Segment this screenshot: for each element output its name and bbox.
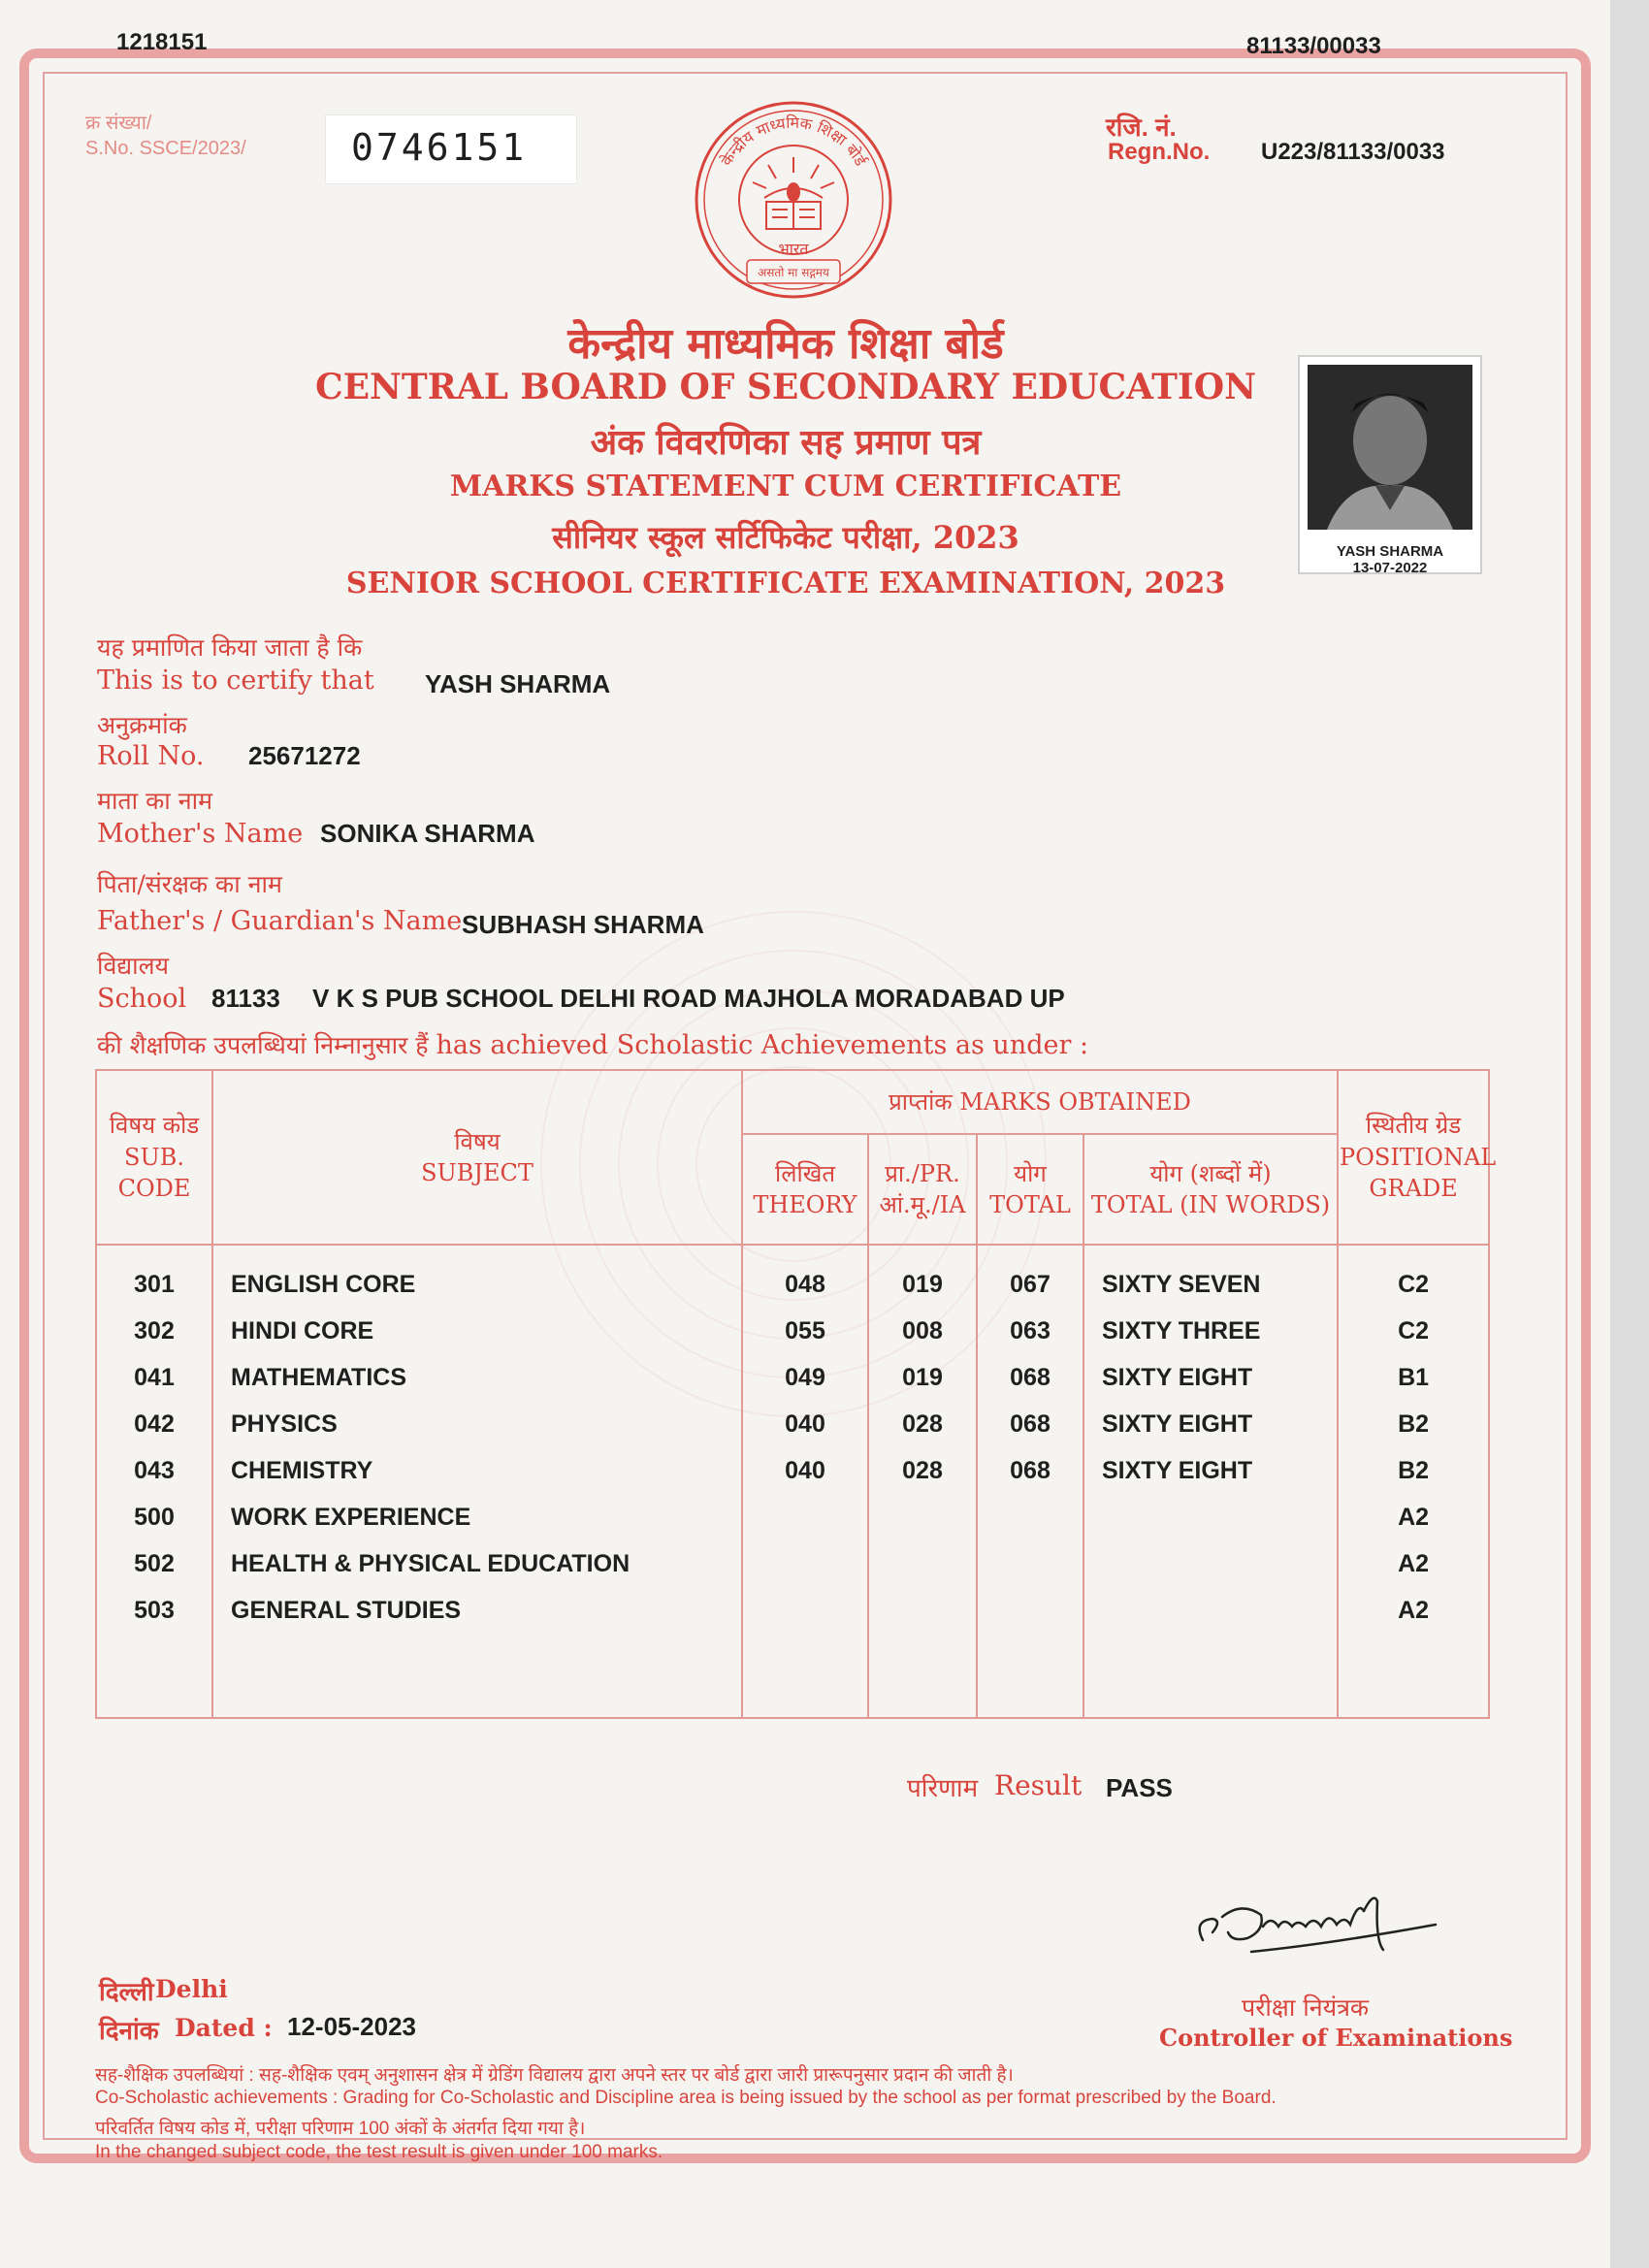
row-practical: 019 bbox=[902, 1271, 943, 1298]
header-theory bbox=[742, 1134, 868, 1245]
header-grade-en2: GRADE bbox=[1369, 1175, 1458, 1203]
row-total-words: SIXTY SEVEN bbox=[1102, 1271, 1261, 1298]
regn-label-en: Regn.No. bbox=[1108, 139, 1211, 165]
row-total: 063 bbox=[1010, 1317, 1051, 1345]
header-practical bbox=[868, 1134, 977, 1245]
row-grade: A2 bbox=[1398, 1504, 1430, 1531]
row-theory: 048 bbox=[785, 1271, 825, 1298]
dated-label-en: Dated : bbox=[175, 2014, 273, 2042]
serial-label-hi: क्र संख्या/ bbox=[85, 113, 152, 134]
certify-label-en: This is to certify that bbox=[97, 665, 374, 696]
header-subject-hi: विषय bbox=[454, 1127, 501, 1155]
regn-number: U223/81133/0033 bbox=[1261, 139, 1445, 165]
row-total: 068 bbox=[1010, 1364, 1051, 1391]
dated-label-hi: दिनांक bbox=[99, 2017, 159, 2046]
footnote-en-2: In the changed subject code, the test result is given under 100 marks. bbox=[95, 2142, 663, 2162]
col-codes bbox=[96, 1245, 212, 1718]
col-theory bbox=[742, 1245, 868, 1718]
footnote-hi-1: सह-शैक्षिक उपलब्धियां : सह-शैक्षिक एवम् अनुशासन क्षेत्र में ग्रेडिंग विद्यालय द्वारा अपने स्तर पर बोर्ड द्वारा जारी प्रारूपनुसार प्रदान की जाती है। bbox=[95, 2065, 1014, 2086]
row-total-words: SIXTY THREE bbox=[1102, 1317, 1261, 1345]
row-total-words: SIXTY EIGHT bbox=[1102, 1364, 1253, 1391]
header-code-hi: विषय कोड bbox=[109, 1112, 200, 1140]
row-subject: HEALTH & PHYSICAL EDUCATION bbox=[231, 1550, 630, 1577]
row-practical: 008 bbox=[902, 1317, 943, 1345]
footnote-en-1: Co-Scholastic achievements : Grading for Co-Scholastic and Discipline area is being issued by the school as per format prescribed by the Board. bbox=[95, 2088, 1277, 2108]
row-total: 067 bbox=[1010, 1271, 1051, 1298]
roll-label-hi: अनुक्रमांक bbox=[97, 711, 187, 739]
row-total-words: SIXTY EIGHT bbox=[1102, 1410, 1253, 1438]
certify-label-hi: यह प्रमाणित किया जाता है कि bbox=[97, 633, 363, 662]
school-label-en: School bbox=[97, 984, 187, 1014]
row-code: 301 bbox=[134, 1271, 175, 1298]
row-subject: CHEMISTRY bbox=[231, 1457, 373, 1484]
row-practical: 028 bbox=[902, 1410, 943, 1438]
header-words-en: TOTAL (IN WORDS) bbox=[1090, 1191, 1331, 1218]
row-code: 302 bbox=[134, 1317, 175, 1345]
mother-label-en: Mother's Name bbox=[97, 819, 304, 849]
header-code-en2: CODE bbox=[117, 1175, 191, 1203]
header-marks-en: MARKS OBTAINED bbox=[959, 1087, 1191, 1116]
row-subject: HINDI CORE bbox=[231, 1317, 374, 1345]
col-total bbox=[977, 1245, 1083, 1718]
row-code: 500 bbox=[134, 1504, 175, 1531]
candidate-photo bbox=[1298, 355, 1482, 574]
row-code: 502 bbox=[134, 1550, 175, 1577]
row-theory: 055 bbox=[785, 1317, 825, 1345]
row-code: 043 bbox=[134, 1457, 175, 1484]
row-code: 042 bbox=[134, 1410, 175, 1438]
exam-title-hi: सीनियर स्कूल सर्टिफिकेट परीक्षा, 2023 bbox=[552, 519, 1019, 556]
header-theory-en: THEORY bbox=[753, 1191, 857, 1218]
cbse-emblem-icon bbox=[691, 97, 896, 303]
header-positional-grade bbox=[1338, 1070, 1497, 1245]
row-total: 068 bbox=[1010, 1410, 1051, 1438]
school-name: V K S PUB SCHOOL DELHI ROAD MAJHOLA MORADABAD UP bbox=[312, 984, 1065, 1013]
header-total-en: TOTAL bbox=[989, 1191, 1071, 1218]
roll-number: 25671272 bbox=[248, 741, 361, 770]
exam-title-en: SENIOR SCHOOL CERTIFICATE EXAMINATION, 2023 bbox=[345, 567, 1226, 600]
place-label-hi: दिल्ली bbox=[99, 1978, 154, 2007]
row-practical: 028 bbox=[902, 1457, 943, 1484]
document-title-hi: अंक विवरणिका सह प्रमाण पत्र bbox=[590, 422, 982, 463]
row-grade: B1 bbox=[1398, 1364, 1430, 1391]
header-marks-obtained bbox=[742, 1070, 1338, 1134]
achievement-line bbox=[97, 1028, 1088, 1061]
row-total: 068 bbox=[1010, 1457, 1051, 1484]
row-subject: WORK EXPERIENCE bbox=[231, 1504, 471, 1531]
emblem-arc-text: केन्द्रीय माध्यमिक शिक्षा बोर्ड bbox=[717, 113, 870, 170]
header-marks-hi: प्राप्तांक bbox=[889, 1087, 953, 1116]
header-total bbox=[977, 1134, 1083, 1245]
achievement-text-hi: की शैक्षणिक उपलब्धियां निम्नानुसार हैं bbox=[97, 1031, 429, 1059]
top-right-serial: 81133/00033 bbox=[1246, 33, 1381, 59]
row-grade: A2 bbox=[1398, 1550, 1430, 1577]
emblem-country: भारत bbox=[778, 240, 809, 258]
col-total-words bbox=[1083, 1245, 1338, 1718]
regn-label-hi: रजि. नं. bbox=[1106, 113, 1177, 142]
scan-margin bbox=[1610, 0, 1649, 2268]
school-code: 81133 bbox=[211, 984, 280, 1013]
issue-date: 12-05-2023 bbox=[287, 2012, 416, 2041]
candidate-name: YASH SHARMA bbox=[425, 669, 611, 698]
mother-label-hi: माता का नाम bbox=[97, 787, 213, 815]
row-grade: A2 bbox=[1398, 1597, 1430, 1624]
row-grade: C2 bbox=[1398, 1271, 1430, 1298]
col-subjects bbox=[212, 1245, 742, 1718]
father-label-hi: पिता/संरक्षक का नाम bbox=[97, 870, 282, 898]
row-grade: B2 bbox=[1398, 1457, 1430, 1484]
row-theory: 040 bbox=[785, 1457, 825, 1484]
photo-name-caption: YASH SHARMA bbox=[1336, 543, 1444, 560]
place-label-en: Delhi bbox=[155, 1975, 228, 2003]
col-grade bbox=[1338, 1245, 1489, 1718]
row-total-words: SIXTY EIGHT bbox=[1102, 1457, 1253, 1484]
result-value: PASS bbox=[1106, 1773, 1173, 1802]
result-label-hi: परिणाम bbox=[907, 1774, 979, 1803]
header-theory-hi: लिखित bbox=[774, 1159, 836, 1187]
top-left-serial: 1218151 bbox=[116, 29, 208, 55]
header-pr-line1: प्रा./PR. bbox=[885, 1159, 960, 1187]
serial-label-en: S.No. SSCE/2023/ bbox=[85, 138, 246, 159]
controller-title-hi: परीक्षा नियंत्रक bbox=[1242, 1993, 1370, 2022]
row-subject: GENERAL STUDIES bbox=[231, 1597, 462, 1624]
serial-number: 0746151 bbox=[351, 126, 528, 169]
achievement-text-en: has achieved Scholastic Achievements as under : bbox=[436, 1030, 1089, 1060]
header-words-hi: योग (शब्दों में) bbox=[1149, 1159, 1272, 1187]
row-subject: MATHEMATICS bbox=[231, 1364, 406, 1391]
row-practical: 019 bbox=[902, 1364, 943, 1391]
board-name-hi: केन्द्रीय माध्यमिक शिक्षा बोर्ड bbox=[567, 319, 1004, 369]
col-practical bbox=[868, 1245, 977, 1718]
row-code: 503 bbox=[134, 1597, 175, 1624]
marks-table bbox=[95, 1069, 1497, 1719]
document-title-en: MARKS STATEMENT CUM CERTIFICATE bbox=[449, 470, 1122, 503]
emblem-motto: असतो मा सद्गमय bbox=[758, 266, 829, 279]
mother-name: SONIKA SHARMA bbox=[320, 819, 535, 848]
header-pr-line2: आं.मू./IA bbox=[879, 1191, 966, 1218]
row-grade: B2 bbox=[1398, 1410, 1430, 1438]
row-grade: C2 bbox=[1398, 1317, 1430, 1345]
photo-date-caption: 13-07-2022 bbox=[1352, 560, 1428, 576]
school-label-hi: विद्यालय bbox=[97, 952, 170, 980]
row-subject: PHYSICS bbox=[231, 1410, 338, 1438]
row-subject: ENGLISH CORE bbox=[231, 1271, 416, 1298]
board-name-en: CENTRAL BOARD OF SECONDARY EDUCATION bbox=[314, 367, 1257, 407]
footnote-hi-2: परिवर्तित विषय कोड में, परीक्षा परिणाम 100 अंकों के अंतर्गत दिया गया है। bbox=[95, 2119, 586, 2139]
result-label-en: Result bbox=[994, 1769, 1083, 1801]
header-grade-en1: POSITIONAL bbox=[1340, 1143, 1497, 1171]
father-name: SUBHASH SHARMA bbox=[462, 910, 704, 939]
roll-label-en: Roll No. bbox=[97, 741, 205, 771]
header-sub-code bbox=[96, 1070, 212, 1245]
controller-signature bbox=[1193, 1882, 1445, 1969]
header-code-en1: SUB. bbox=[124, 1143, 184, 1171]
row-theory: 049 bbox=[785, 1364, 825, 1391]
header-subject bbox=[212, 1070, 742, 1245]
header-total-hi: योग bbox=[1014, 1159, 1047, 1187]
controller-title-en: Controller of Examinations bbox=[1159, 2024, 1513, 2052]
row-theory: 040 bbox=[785, 1410, 825, 1438]
header-subject-en: SUBJECT bbox=[421, 1159, 534, 1186]
father-label-en: Father's / Guardian's Name bbox=[97, 906, 463, 936]
row-code: 041 bbox=[134, 1364, 175, 1391]
header-grade-hi: स्थितीय ग्रेड bbox=[1365, 1112, 1462, 1140]
photo-image bbox=[1308, 365, 1472, 530]
header-total-words bbox=[1083, 1134, 1338, 1245]
